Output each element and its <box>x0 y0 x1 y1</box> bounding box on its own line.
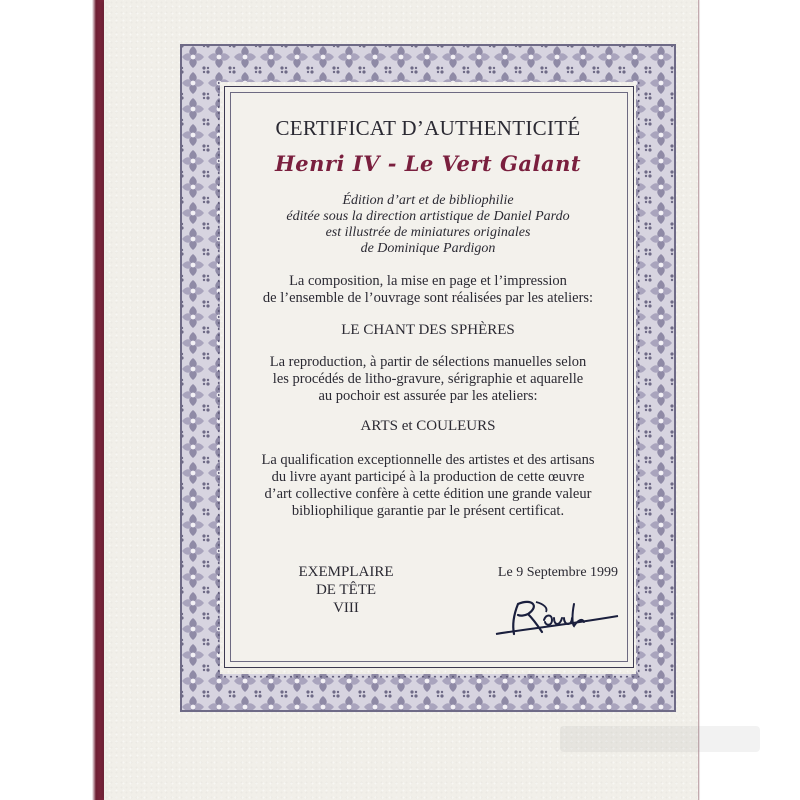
paragraph-line: d’art collective confère à cette édition une grande valeur <box>264 486 592 502</box>
edition-intro <box>28 193 800 257</box>
paragraph-line: La composition, la mise en page et l’impression <box>289 273 567 289</box>
certificate-subtitle: Henri IV - Le Vert Galant <box>274 151 582 176</box>
intro-line: éditée sous la direction artistique de Daniel Pardo <box>286 209 570 224</box>
embossed-stamp-icon <box>560 720 760 760</box>
intro-line: Édition d’art et de bibliophilie <box>342 193 514 208</box>
intro-line: est illustrée de miniatures originales <box>325 225 531 240</box>
composition-paragraph <box>28 273 800 307</box>
reproduction-paragraph <box>28 354 800 405</box>
signature-icon <box>488 590 628 645</box>
exemplaire-line: DE TÊTE <box>315 582 377 598</box>
qualification-paragraph <box>28 452 800 520</box>
workshop-name-1: LE CHANT DES SPHÈRES <box>341 322 515 338</box>
intro-line: de Dominique Pardigon <box>360 241 496 256</box>
paragraph-line: La qualification exceptionnelle des artistes et des artisans <box>261 452 595 468</box>
paragraph-line: les procédés de litho-gravure, sérigraphie et aquarelle <box>272 371 584 387</box>
paragraph-line: La reproduction, à partir de sélections manuelles selon <box>269 354 587 370</box>
workshop-name-2: ARTS et COULEURS <box>360 418 496 434</box>
exemplaire-number: VIII <box>333 600 359 616</box>
exemplaire-block <box>266 563 426 617</box>
paragraph-line: au pochoir est assurée par les ateliers: <box>318 388 538 404</box>
certificate-title: CERTIFICAT D’AUTHENTICITÉ <box>275 116 581 140</box>
paragraph-line: du livre ayant participé à la production de cette œuvre <box>271 469 585 485</box>
paragraph-line: de l’ensemble de l’ouvrage sont réalisées par les ateliers: <box>262 290 594 306</box>
exemplaire-line: EXEMPLAIRE <box>298 564 394 580</box>
certificate-date: Le 9 Septembre 1999 <box>497 565 619 580</box>
paragraph-line: bibliophilique garantie par le présent certificat. <box>291 503 565 519</box>
